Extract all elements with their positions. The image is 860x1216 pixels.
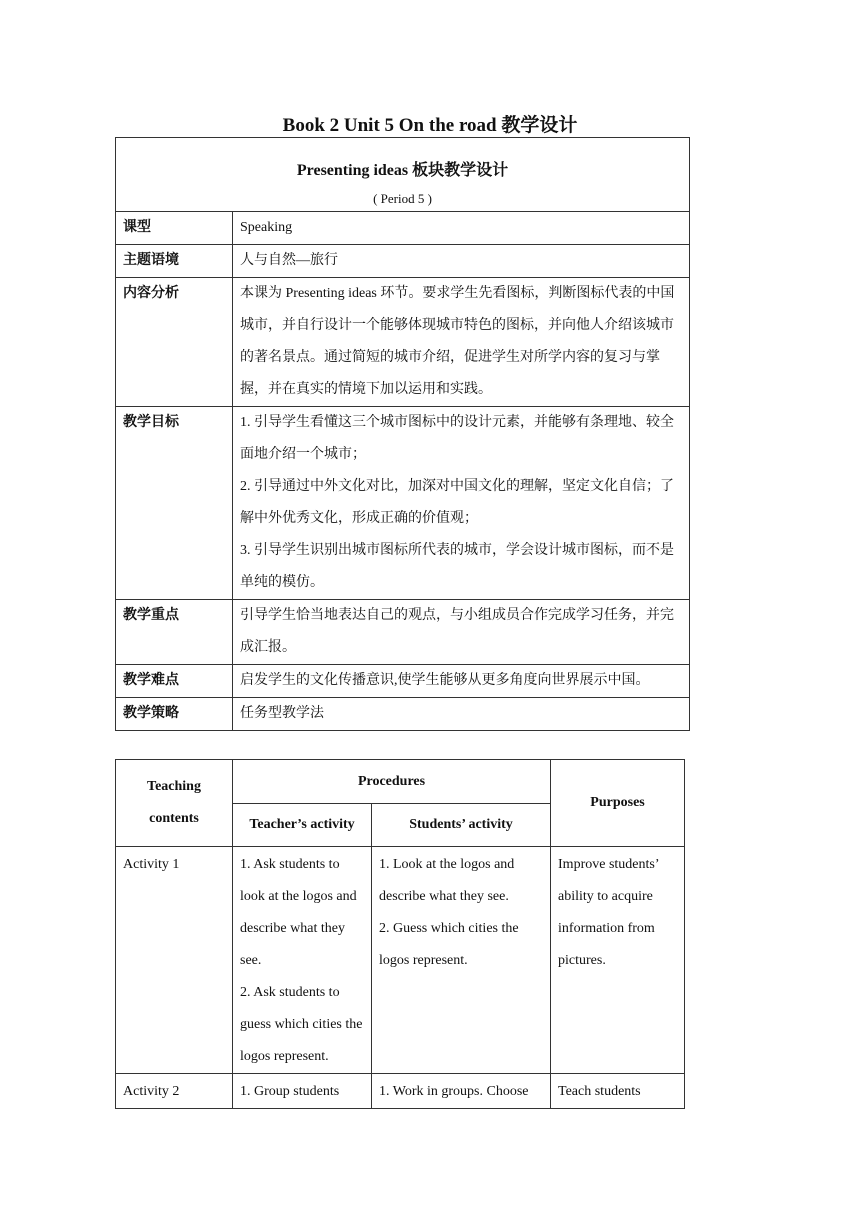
students-activity [372, 847, 551, 1074]
table-row [116, 407, 690, 600]
row-content: 人与自然—旅行 [233, 245, 690, 278]
purposes-header: Purposes [551, 760, 685, 847]
table-row [116, 665, 690, 698]
table-row [116, 212, 690, 245]
table-row [116, 1074, 685, 1109]
row-label: 教学难点 [116, 665, 233, 698]
row-content: 任务型教学法 [233, 698, 690, 731]
row-label: 内容分析 [116, 278, 233, 407]
objective-1: 1. 引导学生看懂这三个城市图标中的设计元素，并能够有条理地、较全面地介绍一个城市； [240, 415, 674, 462]
purpose: Improve students’ ability to acquire information from pictures. [551, 847, 685, 1074]
row-label: 教学策略 [116, 698, 233, 731]
teaching-contents-header: Teaching contents [116, 760, 233, 847]
table-header-row [116, 138, 690, 212]
teacher-activity [233, 847, 372, 1074]
teacher-activity: 1. Group students [233, 1074, 372, 1109]
objective-2: 2. 引导通过中外文化对比，加深对中国文化的理解，坚定文化自信；了解中外优秀文化，形成正确的价值观； [240, 479, 674, 526]
procedures-table [115, 759, 685, 1109]
row-label: 课型 [116, 212, 233, 245]
table-row [116, 847, 685, 1074]
teacher-step: 1. Ask students to look at the logos and describe what they see. [240, 857, 357, 968]
period-label: ( Period 5 ) [373, 191, 432, 206]
purpose: Teach students [551, 1074, 685, 1109]
row-content: 本课为 Presenting ideas 环节。要求学生先看图标，判断图标代表的中国城市，并自行设计一个能够体现城市特色的图标，并向他人介绍该城市的著名景点。通过简短的城市介绍，促进学生对所学内容的复习与掌握，并在真实的情境下加以运用和实践。 [233, 278, 690, 407]
row-content [233, 407, 690, 600]
table-row [116, 600, 690, 665]
table-row [116, 698, 690, 731]
activity-name: Activity 2 [116, 1074, 233, 1109]
objective-3: 3. 引导学生识别出城市图标所代表的城市，学会设计城市图标，而不是单纯的模仿。 [240, 543, 674, 590]
row-label: 主题语境 [116, 245, 233, 278]
lesson-info-table [115, 137, 690, 731]
header-cell [116, 138, 690, 212]
activity-name: Activity 1 [116, 847, 233, 1074]
students-activity-header: Students’ activity [372, 804, 551, 847]
procedures-header: Procedures [233, 760, 551, 804]
teacher-step: 2. Ask students to guess which cities the logos represent. [240, 985, 363, 1064]
document-title: Book 2 Unit 5 On the road 教学设计 [282, 115, 578, 136]
row-label: 教学重点 [116, 600, 233, 665]
section-heading: Presenting ideas 板块教学设计 [296, 162, 509, 179]
student-step: 2. Guess which cities the logos represent. [379, 921, 519, 968]
teacher-activity-header: Teacher’s activity [233, 804, 372, 847]
header-row [116, 760, 685, 804]
row-content: 引导学生恰当地表达自己的观点，与小组成员合作完成学习任务，并完成汇报。 [233, 600, 690, 665]
table-row [116, 278, 690, 407]
students-activity: 1. Work in groups. Choose [372, 1074, 551, 1109]
row-content: 启发学生的文化传播意识,使学生能够从更多角度向世界展示中国。 [233, 665, 690, 698]
row-label: 教学目标 [116, 407, 233, 600]
table-row [116, 245, 690, 278]
row-content: Speaking [233, 212, 690, 245]
student-step: 1. Look at the logos and describe what they see. [379, 857, 515, 904]
